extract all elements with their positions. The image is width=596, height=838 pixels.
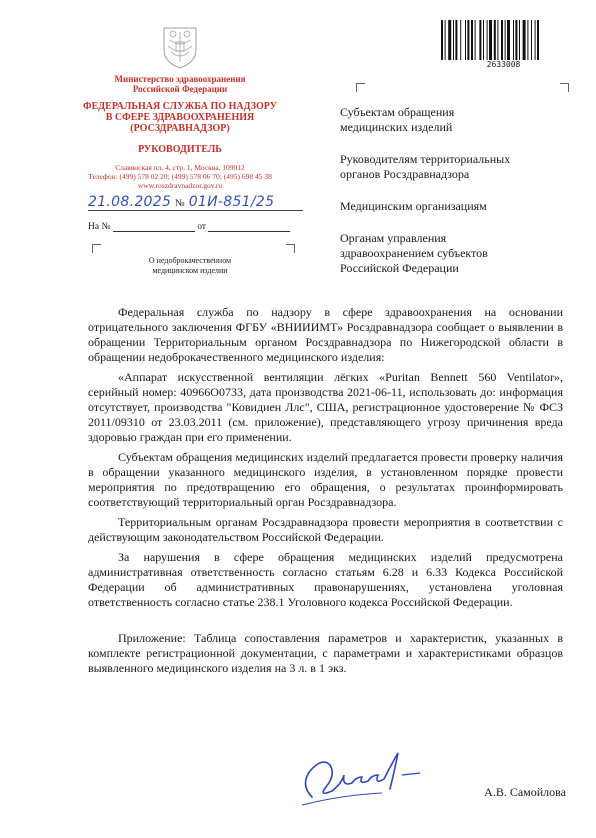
- date-rule: [88, 210, 303, 211]
- ministry-name: [70, 74, 290, 94]
- agency-line-3: (РОСЗДРАВНАДЗОР): [130, 123, 230, 134]
- recipient-line: Субъектам обращения: [340, 105, 455, 119]
- ministry-line-1: Министерство здравоохранения: [114, 74, 246, 84]
- phones: Телефон: (499) 578 02 20; (499) 578 06 70; (495) 698 45 38: [88, 172, 272, 181]
- signature-icon: [282, 735, 432, 815]
- contact-block: [70, 163, 290, 190]
- recipient: [340, 199, 555, 214]
- subject-bracket-tl: [92, 244, 101, 253]
- reply-to-line: [88, 222, 290, 232]
- barcode-number: 2633008: [486, 60, 521, 69]
- recipient-line: Органам управления: [340, 231, 447, 245]
- recipient-line: Медицинским организациям: [340, 199, 487, 213]
- outgoing-date: 21.08.2025: [88, 194, 172, 210]
- na-rule: [113, 231, 195, 232]
- recipient: [340, 105, 555, 135]
- head-title: РУКОВОДИТЕЛЬ: [138, 144, 222, 155]
- recipient: [340, 231, 555, 276]
- recipient: [340, 152, 555, 182]
- attachment-note: Приложение: Таблица сопоставления параметров и характеристик, указанных в комплекте регистрационной документации, с параметрами и характеристиками образцов выявленного медицинского изделия на 3 л. в 1 экз.: [88, 631, 563, 675]
- recipient-line: Руководителям территориальных: [340, 152, 511, 166]
- sender-header: [70, 22, 290, 190]
- website: www.roszdravnadzor.gov.ru: [137, 181, 223, 190]
- state-emblem-icon: [161, 22, 199, 70]
- body-paragraph: Территориальным органам Росздравнадзора провести мероприятия в соответствии с действующим законодательством Российской Федерации.: [88, 515, 563, 544]
- body-paragraph: Федеральная служба по надзору в сфере здравоохранения на основании отрицательного заключения ФГБУ «ВНИИИМТ» Росздравнадзора сообщает о выявлении в обращении Территориальным органом Росздравнадзора по Нижегородской области в обращении недоброкачественного медицинского изделия:: [88, 305, 563, 364]
- address: Славянская пл. 4, стр. 1, Москва, 109012: [115, 163, 245, 172]
- recipient-line: медицинских изделий: [340, 120, 453, 134]
- agency-line-2: В СФЕРЕ ЗДРАВООХРАНЕНИЯ: [105, 112, 255, 123]
- ot-rule: [208, 231, 290, 232]
- outgoing-date-number: [88, 193, 274, 211]
- recipient-line: здравоохранением субъектов: [340, 246, 488, 260]
- outgoing-number: 01И-851/25: [188, 194, 275, 210]
- subject-line-1: О недоброкачественном: [148, 256, 232, 265]
- barcode: [441, 20, 566, 60]
- body-paragraph: Субъектам обращения медицинских изделий предлагается провести проверку наличия в обращении указанного медицинского изделия, в установленном порядке провести мероприятия по предотвращению его обращения, о результатах проинформировать соответствующий территориальный орган Росздравнадзора.: [88, 450, 563, 509]
- na-label: На №: [88, 222, 111, 232]
- recipient-line: Российской Федерации: [340, 261, 459, 275]
- body-paragraph: За нарушения в сфере обращения медицинских изделий предусмотрена административная ответственность согласно статьям 6.28 и 6.33 Кодекса Российской Федерации об административных правонарушениях, установлена уголовная ответственность согласно статье 238.1 Уголовного кодекса Российской Федерации.: [88, 550, 563, 609]
- recipient-bracket-tl: [356, 83, 365, 92]
- body-paragraph: «Аппарат искусственной вентиляции лёгких «Puritan Bennett 560 Ventilator», серийный номер: 40966О0733, дата производства 2021-06-11, использовать до: информация отсутствует, производства "Ковидиен Ллс", США, регистрационное удостоверение № ФСЗ 2011/09310 от 23.03.2011 (см. приложение), представляющего угрозу причинения вреда здоровью граждан при его применении.: [88, 370, 563, 444]
- agency-name: [70, 101, 290, 134]
- signer-name: А.В. Самойлова: [484, 785, 566, 799]
- ot-label: от: [197, 222, 207, 232]
- ministry-line-2: Российской Федерации: [132, 84, 228, 94]
- subject-bracket-tr: [286, 244, 295, 253]
- recipients-block: [340, 105, 555, 293]
- recipient-line: органов Росздравнадзора: [340, 167, 470, 181]
- recipient-bracket-tr: [560, 83, 569, 92]
- number-sign: №: [175, 198, 185, 209]
- agency-line-1: ФЕДЕРАЛЬНАЯ СЛУЖБА ПО НАДЗОРУ: [83, 101, 277, 112]
- letter-subject: [100, 256, 280, 276]
- subject-line-2: медицинском изделии: [152, 266, 228, 275]
- letter-body: [88, 305, 563, 681]
- spacer: [88, 615, 563, 631]
